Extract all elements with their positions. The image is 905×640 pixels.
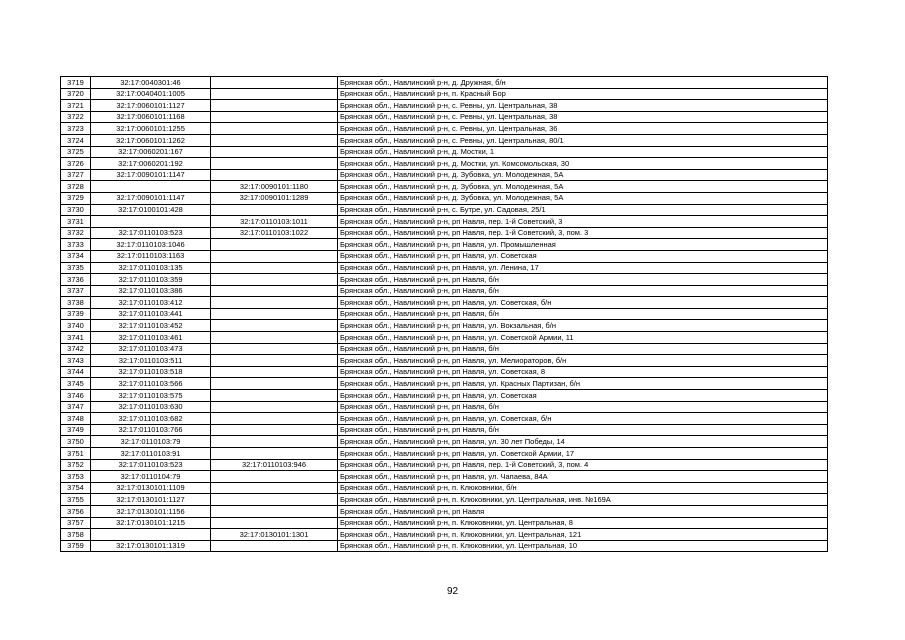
cell-linked-cadastral-number xyxy=(211,285,338,297)
cell-cadastral-number: 32:17:0110103:682 xyxy=(91,413,211,425)
cell-address: Брянская обл., Навлинский р-н, рп Навля, ул. 30 лет Победы, 14 xyxy=(338,436,828,448)
table-row xyxy=(61,216,828,228)
table-row xyxy=(61,482,828,494)
cell-linked-cadastral-number: 32:17:0110103:1011 xyxy=(211,216,338,228)
cell-cadastral-number: 32:17:0110103:630 xyxy=(91,401,211,413)
table-row xyxy=(61,459,828,471)
cell-linked-cadastral-number xyxy=(211,448,338,460)
cell-linked-cadastral-number xyxy=(211,146,338,158)
cell-cadastral-number: 32:17:0060101:1127 xyxy=(91,100,211,112)
table-row xyxy=(61,123,828,135)
cell-cadastral-number: 32:17:0130101:1215 xyxy=(91,517,211,529)
cell-address: Брянская обл., Навлинский р-н, рп Навля, ул. Красных Партизан, б/н xyxy=(338,378,828,390)
cell-cadastral-number: 32:17:0060201:192 xyxy=(91,158,211,170)
table-row xyxy=(61,424,828,436)
cell-cadastral-number: 32:17:0110103:575 xyxy=(91,390,211,402)
cell-row-number: 3728 xyxy=(61,181,91,193)
cell-address: Брянская обл., Навлинский р-н, д. Зубовка, ул. Молодежная, 5А xyxy=(338,169,828,181)
cell-linked-cadastral-number xyxy=(211,540,338,552)
cell-row-number: 3740 xyxy=(61,320,91,332)
cell-cadastral-number: 32:17:0060101:1168 xyxy=(91,111,211,123)
cell-cadastral-number: 32:17:0110103:523 xyxy=(91,459,211,471)
table-row xyxy=(61,517,828,529)
cell-linked-cadastral-number xyxy=(211,320,338,332)
cell-row-number: 3747 xyxy=(61,401,91,413)
cell-linked-cadastral-number xyxy=(211,308,338,320)
cell-cadastral-number: 32:17:0110103:386 xyxy=(91,285,211,297)
table-row xyxy=(61,88,828,100)
cell-row-number: 3746 xyxy=(61,390,91,402)
cell-cadastral-number: 32:17:0060101:1262 xyxy=(91,134,211,146)
cell-address: Брянская обл., Навлинский р-н, п. Клюковники, ул. Центральная, 8 xyxy=(338,517,828,529)
cell-row-number: 3741 xyxy=(61,332,91,344)
table-row xyxy=(61,285,828,297)
cell-cadastral-number: 32:17:0110103:135 xyxy=(91,262,211,274)
cell-linked-cadastral-number xyxy=(211,158,338,170)
cell-address: Брянская обл., Навлинский р-н, рп Навля, пер. 1-й Советский, 3 xyxy=(338,216,828,228)
table-row xyxy=(61,413,828,425)
cell-address: Брянская обл., Навлинский р-н, д. Дружная, б/н xyxy=(338,77,828,89)
cell-address: Брянская обл., Навлинский р-н, д. Зубовка, ул. Молодежная, 5А xyxy=(338,181,828,193)
table-row xyxy=(61,169,828,181)
cell-cadastral-number: 32:17:0100101:428 xyxy=(91,204,211,216)
cell-address: Брянская обл., Навлинский р-н, рп Навля, б/н xyxy=(338,424,828,436)
cell-row-number: 3737 xyxy=(61,285,91,297)
cell-cadastral-number: 32:17:0110103:441 xyxy=(91,308,211,320)
cell-linked-cadastral-number xyxy=(211,262,338,274)
table-row xyxy=(61,134,828,146)
cell-linked-cadastral-number: 32:17:0130101:1301 xyxy=(211,529,338,541)
table-row xyxy=(61,366,828,378)
cell-row-number: 3757 xyxy=(61,517,91,529)
table-row xyxy=(61,297,828,309)
cell-address: Брянская обл., Навлинский р-н, п. Клюковники, ул. Центральная, 10 xyxy=(338,540,828,552)
cell-row-number: 3729 xyxy=(61,192,91,204)
cell-cadastral-number: 32:17:0090101:1147 xyxy=(91,169,211,181)
cell-address: Брянская обл., Навлинский р-н, с. Ревны, ул. Центральная, 38 xyxy=(338,100,828,112)
table-row xyxy=(61,158,828,170)
page-number: 92 xyxy=(446,586,459,597)
cell-address: Брянская обл., Навлинский р-н, с. Ревны, ул. Центральная, 38 xyxy=(338,111,828,123)
table-row xyxy=(61,239,828,251)
cell-linked-cadastral-number xyxy=(211,355,338,367)
cell-row-number: 3758 xyxy=(61,529,91,541)
table-row xyxy=(61,505,828,517)
cell-cadastral-number: 32:17:0090101:1147 xyxy=(91,192,211,204)
table-row xyxy=(61,274,828,286)
cell-linked-cadastral-number xyxy=(211,436,338,448)
cell-row-number: 3732 xyxy=(61,227,91,239)
cell-row-number: 3736 xyxy=(61,274,91,286)
table-row xyxy=(61,390,828,402)
cell-address: Брянская обл., Навлинский р-н, рп Навля, б/н xyxy=(338,308,828,320)
cell-address: Брянская обл., Навлинский р-н, рп Навля, ул. Вокзальная, б/н xyxy=(338,320,828,332)
cell-linked-cadastral-number xyxy=(211,169,338,181)
cell-cadastral-number: 32:17:0110103:511 xyxy=(91,355,211,367)
cell-row-number: 3755 xyxy=(61,494,91,506)
table-row xyxy=(61,320,828,332)
cell-row-number: 3720 xyxy=(61,88,91,100)
table-row xyxy=(61,262,828,274)
cell-row-number: 3735 xyxy=(61,262,91,274)
cell-linked-cadastral-number xyxy=(211,100,338,112)
cell-linked-cadastral-number xyxy=(211,505,338,517)
table-row xyxy=(61,181,828,193)
cell-address: Брянская обл., Навлинский р-н, с. Ревны, ул. Центральная, 36 xyxy=(338,123,828,135)
cell-cadastral-number: 32:17:0110103:1046 xyxy=(91,239,211,251)
cell-cadastral-number: 32:17:0130101:1127 xyxy=(91,494,211,506)
cell-linked-cadastral-number xyxy=(211,134,338,146)
cell-address: Брянская обл., Навлинский р-н, рп Навля, ул. Советской Армии, 11 xyxy=(338,332,828,344)
cell-row-number: 3726 xyxy=(61,158,91,170)
cell-cadastral-number: 32:17:0110103:452 xyxy=(91,320,211,332)
table-body xyxy=(61,77,828,552)
cell-address: Брянская обл., Навлинский р-н, рп Навля, ул. Ленина, 17 xyxy=(338,262,828,274)
cell-address: Брянская обл., Навлинский р-н, рп Навля, ул. Советская xyxy=(338,390,828,402)
cell-address: Брянская обл., Навлинский р-н, рп Навля, ул. Советской Армии, 17 xyxy=(338,448,828,460)
cell-row-number: 3724 xyxy=(61,134,91,146)
cell-linked-cadastral-number xyxy=(211,378,338,390)
cell-row-number: 3725 xyxy=(61,146,91,158)
table-row xyxy=(61,540,828,552)
cell-row-number: 3738 xyxy=(61,297,91,309)
table-row xyxy=(61,308,828,320)
cell-cadastral-number: 32:17:0130101:1109 xyxy=(91,482,211,494)
cell-cadastral-number xyxy=(91,181,211,193)
cell-linked-cadastral-number xyxy=(211,401,338,413)
cell-cadastral-number: 32:17:0130101:1319 xyxy=(91,540,211,552)
cell-cadastral-number: 32:17:0060201:167 xyxy=(91,146,211,158)
cell-row-number: 3742 xyxy=(61,343,91,355)
cell-address: Брянская обл., Навлинский р-н, с. Ревны, ул. Центральная, 80/1 xyxy=(338,134,828,146)
cell-cadastral-number: 32:17:0130101:1156 xyxy=(91,505,211,517)
table-row xyxy=(61,77,828,89)
cell-linked-cadastral-number xyxy=(211,471,338,483)
cell-linked-cadastral-number xyxy=(211,123,338,135)
table-row xyxy=(61,250,828,262)
property-table xyxy=(60,76,828,552)
cell-row-number: 3750 xyxy=(61,436,91,448)
cell-linked-cadastral-number xyxy=(211,77,338,89)
cell-address: Брянская обл., Навлинский р-н, п. Клюковники, б/н xyxy=(338,482,828,494)
table-row xyxy=(61,355,828,367)
cell-linked-cadastral-number: 32:17:0090101:1289 xyxy=(211,192,338,204)
cell-address: Брянская обл., Навлинский р-н, рп Навля, пер. 1-й Советский, 3, пом. 3 xyxy=(338,227,828,239)
cell-address: Брянская обл., Навлинский р-н, п. Клюковники, ул. Центральная, инв. №169А xyxy=(338,494,828,506)
cell-row-number: 3751 xyxy=(61,448,91,460)
cell-address: Брянская обл., Навлинский р-н, рп Навля, б/н xyxy=(338,343,828,355)
cell-cadastral-number: 32:17:0110103:566 xyxy=(91,378,211,390)
cell-row-number: 3722 xyxy=(61,111,91,123)
cell-address: Брянская обл., Навлинский р-н, рп Навля, б/н xyxy=(338,401,828,413)
cell-address: Брянская обл., Навлинский р-н, рп Навля, ул. Советская xyxy=(338,250,828,262)
table-row xyxy=(61,192,828,204)
cell-row-number: 3731 xyxy=(61,216,91,228)
table-row xyxy=(61,494,828,506)
cell-cadastral-number: 32:17:0040401:1005 xyxy=(91,88,211,100)
cell-linked-cadastral-number xyxy=(211,332,338,344)
cell-cadastral-number: 32:17:0110103:1163 xyxy=(91,250,211,262)
cell-cadastral-number xyxy=(91,529,211,541)
cell-address: Брянская обл., Навлинский р-н, рп Навля, б/н xyxy=(338,274,828,286)
cell-address: Брянская обл., Навлинский р-н, рп Навля, ул. Советская, б/н xyxy=(338,413,828,425)
table-row xyxy=(61,436,828,448)
cell-row-number: 3743 xyxy=(61,355,91,367)
cell-linked-cadastral-number xyxy=(211,343,338,355)
cell-linked-cadastral-number xyxy=(211,250,338,262)
cell-row-number: 3733 xyxy=(61,239,91,251)
cell-cadastral-number: 32:17:0110103:461 xyxy=(91,332,211,344)
table-row xyxy=(61,471,828,483)
table-row xyxy=(61,448,828,460)
cell-row-number: 3744 xyxy=(61,366,91,378)
table-row xyxy=(61,204,828,216)
cell-address: Брянская обл., Навлинский р-н, рп Навля, ул. Чапаева, 84А xyxy=(338,471,828,483)
cell-cadastral-number: 32:17:0110103:518 xyxy=(91,366,211,378)
cell-linked-cadastral-number xyxy=(211,297,338,309)
cell-linked-cadastral-number xyxy=(211,366,338,378)
cell-row-number: 3723 xyxy=(61,123,91,135)
cell-cadastral-number: 32:17:0110103:412 xyxy=(91,297,211,309)
cell-address: Брянская обл., Навлинский р-н, рп Навля, б/н xyxy=(338,285,828,297)
table-row xyxy=(61,100,828,112)
cell-cadastral-number: 32:17:0110103:359 xyxy=(91,274,211,286)
cell-address: Брянская обл., Навлинский р-н, рп Навля, ул. Мелиораторов, б/н xyxy=(338,355,828,367)
cell-cadastral-number: 32:17:0110104:79 xyxy=(91,471,211,483)
table-row xyxy=(61,227,828,239)
cell-row-number: 3719 xyxy=(61,77,91,89)
cell-cadastral-number: 32:17:0110103:523 xyxy=(91,227,211,239)
cell-linked-cadastral-number xyxy=(211,88,338,100)
table-row xyxy=(61,146,828,158)
cell-linked-cadastral-number xyxy=(211,494,338,506)
cell-address: Брянская обл., Навлинский р-н, с. Бутре, ул. Садовая, 25/1 xyxy=(338,204,828,216)
table-row xyxy=(61,332,828,344)
cell-address: Брянская обл., Навлинский р-н, рп Навля, пер. 1-й Советский, 3, пом. 4 xyxy=(338,459,828,471)
cell-row-number: 3754 xyxy=(61,482,91,494)
cell-row-number: 3739 xyxy=(61,308,91,320)
cell-address: Брянская обл., Навлинский р-н, п. Красный Бор xyxy=(338,88,828,100)
table-row xyxy=(61,401,828,413)
cell-linked-cadastral-number xyxy=(211,239,338,251)
cell-address: Брянская обл., Навлинский р-н, п. Клюковники, ул. Центральная, 121 xyxy=(338,529,828,541)
cell-linked-cadastral-number: 32:17:0090101:1180 xyxy=(211,181,338,193)
cell-address: Брянская обл., Навлинский р-н, рп Навля, ул. Советская, б/н xyxy=(338,297,828,309)
cell-address: Брянская обл., Навлинский р-н, д. Зубовка, ул. Молодежная, 5А xyxy=(338,192,828,204)
cell-linked-cadastral-number xyxy=(211,413,338,425)
cell-linked-cadastral-number xyxy=(211,517,338,529)
cell-linked-cadastral-number xyxy=(211,482,338,494)
cell-cadastral-number: 32:17:0110103:766 xyxy=(91,424,211,436)
cell-row-number: 3734 xyxy=(61,250,91,262)
cell-row-number: 3753 xyxy=(61,471,91,483)
cell-row-number: 3748 xyxy=(61,413,91,425)
cell-row-number: 3745 xyxy=(61,378,91,390)
cell-cadastral-number: 32:17:0060101:1255 xyxy=(91,123,211,135)
cell-cadastral-number: 32:17:0040301:46 xyxy=(91,77,211,89)
cell-cadastral-number: 32:17:0110103:79 xyxy=(91,436,211,448)
cell-row-number: 3752 xyxy=(61,459,91,471)
cell-row-number: 3749 xyxy=(61,424,91,436)
cell-cadastral-number xyxy=(91,216,211,228)
cell-address: Брянская обл., Навлинский р-н, рп Навля, ул. Советская, 8 xyxy=(338,366,828,378)
cell-linked-cadastral-number xyxy=(211,111,338,123)
cell-linked-cadastral-number xyxy=(211,274,338,286)
cell-row-number: 3730 xyxy=(61,204,91,216)
cell-cadastral-number: 32:17:0110103:473 xyxy=(91,343,211,355)
table-row xyxy=(61,529,828,541)
cell-row-number: 3721 xyxy=(61,100,91,112)
cell-cadastral-number: 32:17:0110103:91 xyxy=(91,448,211,460)
cell-linked-cadastral-number xyxy=(211,424,338,436)
cell-address: Брянская обл., Навлинский р-н, д. Мостки, ул. Комсомольская, 30 xyxy=(338,158,828,170)
cell-row-number: 3759 xyxy=(61,540,91,552)
cell-address: Брянская обл., Навлинский р-н, д. Мостки, 1 xyxy=(338,146,828,158)
table-row xyxy=(61,111,828,123)
cell-linked-cadastral-number: 32:17:0110103:946 xyxy=(211,459,338,471)
table-row xyxy=(61,343,828,355)
cell-address: Брянская обл., Навлинский р-н, рп Навля xyxy=(338,505,828,517)
cell-linked-cadastral-number xyxy=(211,390,338,402)
cell-linked-cadastral-number: 32:17:0110103:1022 xyxy=(211,227,338,239)
cell-row-number: 3727 xyxy=(61,169,91,181)
cell-address: Брянская обл., Навлинский р-н, рп Навля, ул. Промышленная xyxy=(338,239,828,251)
cell-row-number: 3756 xyxy=(61,505,91,517)
table-row xyxy=(61,378,828,390)
cell-linked-cadastral-number xyxy=(211,204,338,216)
